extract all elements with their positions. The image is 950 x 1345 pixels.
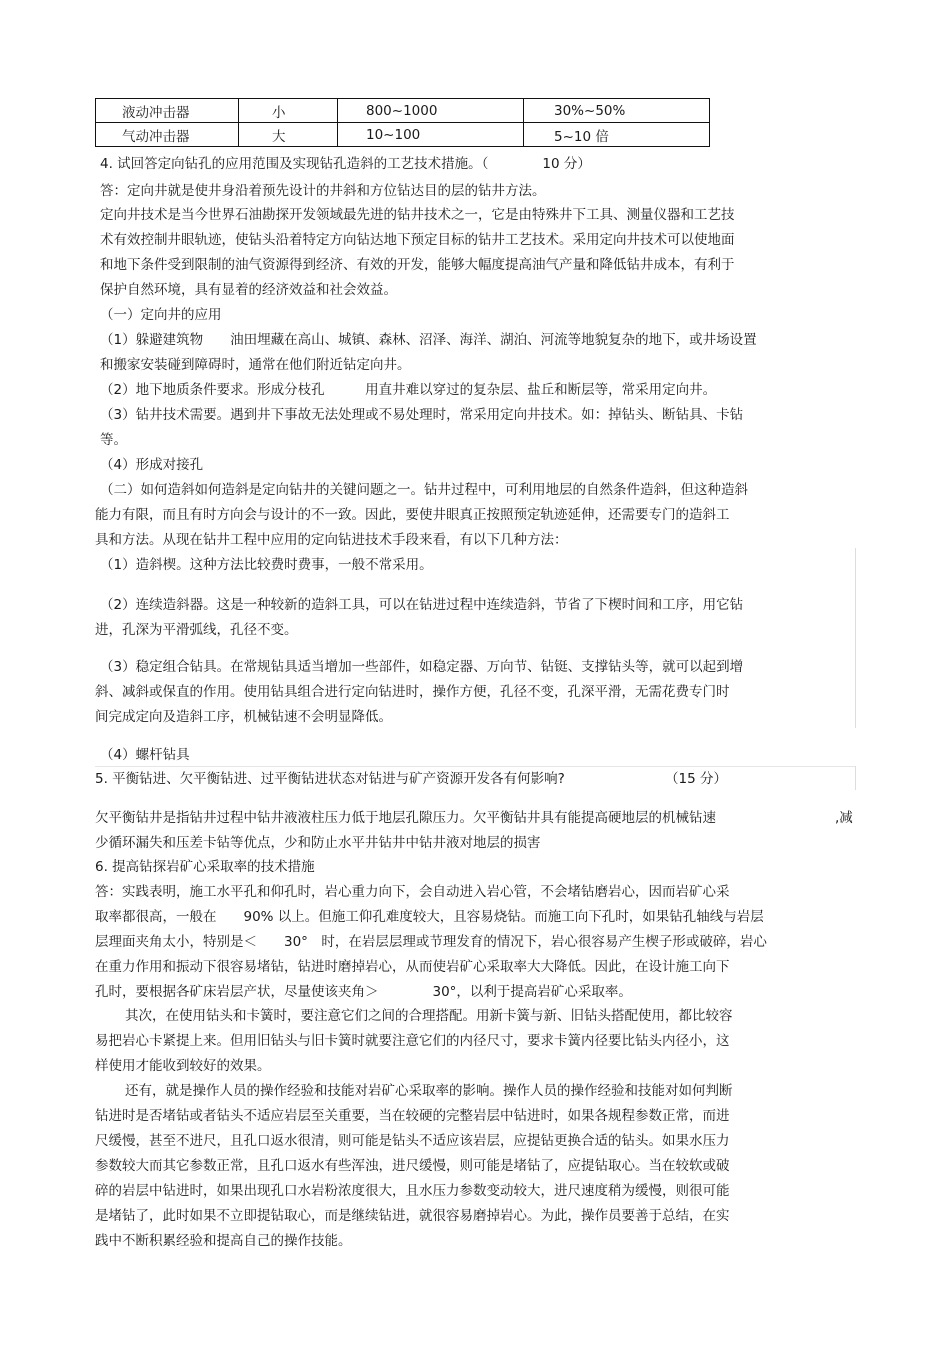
- text-line: 其次，在使用钻头和卡簧时，要注意它们之间的合理搭配。用新卡簧与新、旧钻头搭配使用，都比较容: [125, 1008, 733, 1024]
- text-line: （4）螺杆钻具: [100, 747, 190, 763]
- text-line: 定向井技术是当今世界石油勘探开发领域最先进的钻井技术之一，它是由特殊井下工具、测量仪器和工艺技: [100, 207, 735, 223]
- table-cell: 10~100: [338, 123, 524, 147]
- table-cell: 大: [239, 123, 338, 147]
- text-line: 少循环漏失和压差卡钻等优点，少和防止水平井钻井中钻井液对地层的损害: [95, 835, 541, 851]
- text-line: 还有，就是操作人员的操作经验和技能对岩矿心采取率的影响。操作人员的操作经验和技能对如何判断: [125, 1083, 733, 1099]
- faint-vertical-rule: [855, 548, 856, 728]
- question-5: 5. 平衡钻进、欠平衡钻进、过平衡钻进状态对钻进与矿产资源开发各有何影响?: [95, 771, 565, 787]
- text-line: 术有效控制井眼轨迹，使钻头沿着特定方向钻达地下预定目标的钻井工艺技术。采用定向井技术可以使地面: [100, 232, 735, 248]
- text-line: 能力有限，而且有时方向会与设计的不一致。因此，要使井眼真正按照预定轨迹延伸，还需要专门的造斜工: [95, 507, 730, 523]
- text-line: 层理面夹角太小，特别是＜ 30° 时，在岩层层理或节理发育的情况下，岩心很容易产生楔子形或破碎，岩心: [95, 934, 767, 950]
- text-line: 欠平衡钻井是指钻井过程中钻井液液柱压力低于地层孔隙压力。欠平衡钻井具有能提高硬地层的机械钻速: [95, 810, 716, 826]
- text-line: 易把岩心卡紧提上来。但用旧钻头与旧卡簧时就要注意它们的内径尺寸，要求卡簧内径要比钻头内径小，这: [95, 1033, 730, 1049]
- table-cell: 气动冲击器: [96, 123, 239, 147]
- text-line: 间完成定向及造斜工序，机械钻速不会明显降低。: [95, 709, 392, 725]
- text-line: 钻进时是否堵钻或者钻头不适应岩层至关重要，当在较硬的完整岩层中钻进时，如果各规程参数正常，而进: [95, 1108, 730, 1124]
- question-5-score: （15 分）: [665, 771, 727, 787]
- text-line: 和搬家安装碰到障碍时，通常在他们附近钻定向井。: [100, 357, 411, 373]
- text-line: 参数较大而其它参数正常，且孔口返水有些浑浊，进尺缓慢，则可能是堵钻了，应提钻取心。当在较软或破: [95, 1158, 730, 1174]
- question-4: 4. 试回答定向钻孔的应用范围及实现钻孔造斜的工艺技术措施。（ 10 分）: [100, 156, 591, 172]
- section-heading: （一）定向井的应用: [100, 307, 222, 323]
- text-line: （1）造斜楔。这种方法比较费时费事，一般不常采用。: [100, 557, 433, 573]
- faint-horizontal-rule: [95, 766, 855, 767]
- text-line: 斜、减斜或保直的作用。使用钻具组合进行定向钻进时，操作方便，孔径不变，孔深平滑，无需花费专门时: [95, 684, 730, 700]
- table-cell: 800~1000: [338, 99, 524, 123]
- text-line: （3）钻井技术需要。遇到井下事故无法处理或不易处理时，常采用定向井技术。如：掉钻头、断钻具、卡钻: [100, 407, 744, 423]
- text-line: 保护自然环境，具有显着的经济效益和社会效益。: [100, 282, 397, 298]
- text-line: 践中不断积累经验和提高自己的操作技能。: [95, 1233, 352, 1249]
- text-line: 碎的岩层中钻进时，如果出现孔口水岩粉浓度很大，且水压力参数变动较大，进尺速度稍为缓慢，则很可能: [95, 1183, 730, 1199]
- text-line: （4）形成对接孔: [100, 457, 204, 473]
- text-line: （3）稳定组合钻具。在常规钻具适当增加一些部件，如稳定器、万向节、钻铤、支撑钻头等，就可以起到增: [100, 659, 744, 675]
- text-line: 等。: [100, 432, 127, 448]
- table-row: [96, 123, 710, 147]
- table-cell: 小: [239, 99, 338, 123]
- text-line-tail: ,减: [835, 810, 853, 826]
- table-row: [96, 99, 710, 123]
- text-line: 尺缓慢，甚至不进尺，且孔口返水很清，则可能是钻头不适应该岩层，应提钻更换合适的钻头。如果水压力: [95, 1133, 730, 1149]
- text-line: 答：实践表明，施工水平孔和仰孔时，岩心重力向下，会自动进入岩心管，不会堵钻磨岩心，因而岩矿心采: [95, 884, 730, 900]
- text-line: （2）连续造斜器。这是一种较新的造斜工具，可以在钻进过程中连续造斜，节省了下楔时间和工序，用它钻: [100, 597, 744, 613]
- text-line: 答：定向井就是使井身沿着预先设计的井斜和方位钻达目的层的钻井方法。: [100, 183, 546, 199]
- table-cell: 30%~50%: [524, 99, 710, 123]
- text-line: 具和方法。从现在钻井工程中应用的定向钻进技术手段来看，有以下几种方法：: [95, 532, 568, 548]
- text-line: （二）如何造斜如何造斜是定向钻井的关键问题之一。钻井过程中，可利用地层的自然条件造斜，但这种造斜: [100, 482, 748, 498]
- text-line: 取率都很高，一般在 90% 以上。但施工仰孔难度较大，且容易烧钻。而施工向下孔时，如果钻孔轴线与岩层: [95, 909, 764, 925]
- table-cell: 液动冲击器: [96, 99, 239, 123]
- text-line: 孔时，要根据各矿床岩层产状，尽量使该夹角＞ 30°，以利于提高岩矿心采取率。: [95, 984, 632, 1000]
- question-6: 6. 提高钻探岩矿心采取率的技术措施: [95, 859, 315, 875]
- text-line: 样使用才能收到较好的效果。: [95, 1058, 271, 1074]
- text-line: （1）躲避建筑物 油田埋藏在高山、城镇、森林、沼泽、海洋、湖泊、河流等地貌复杂的地下，或井场设置: [100, 332, 757, 348]
- text-line: 进，孔深为平滑弧线，孔径不变。: [95, 622, 298, 638]
- text-line: （2）地下地质条件要求。形成分枝孔 用直井难以穿过的复杂层、盐丘和断层等，常采用定向井。: [100, 382, 717, 398]
- text-line: 在重力作用和振动下很容易堵钻，钻进时磨掉岩心，从而使岩矿心采取率大大降低。因此，在设计施工向下: [95, 959, 730, 975]
- faint-vertical-rule: [855, 766, 856, 790]
- text-line: 是堵钻了，此时如果不立即提钻取心，而是继续钻进，就很容易磨掉岩心。为此，操作员要善于总结，在实: [95, 1208, 730, 1224]
- text-line: 和地下条件受到限制的油气资源得到经济、有效的开发，能够大幅度提高油气产量和降低钻井成本，有利于: [100, 257, 735, 273]
- table-cell: 5~10 倍: [524, 123, 710, 147]
- impactor-comparison-table: [95, 98, 710, 147]
